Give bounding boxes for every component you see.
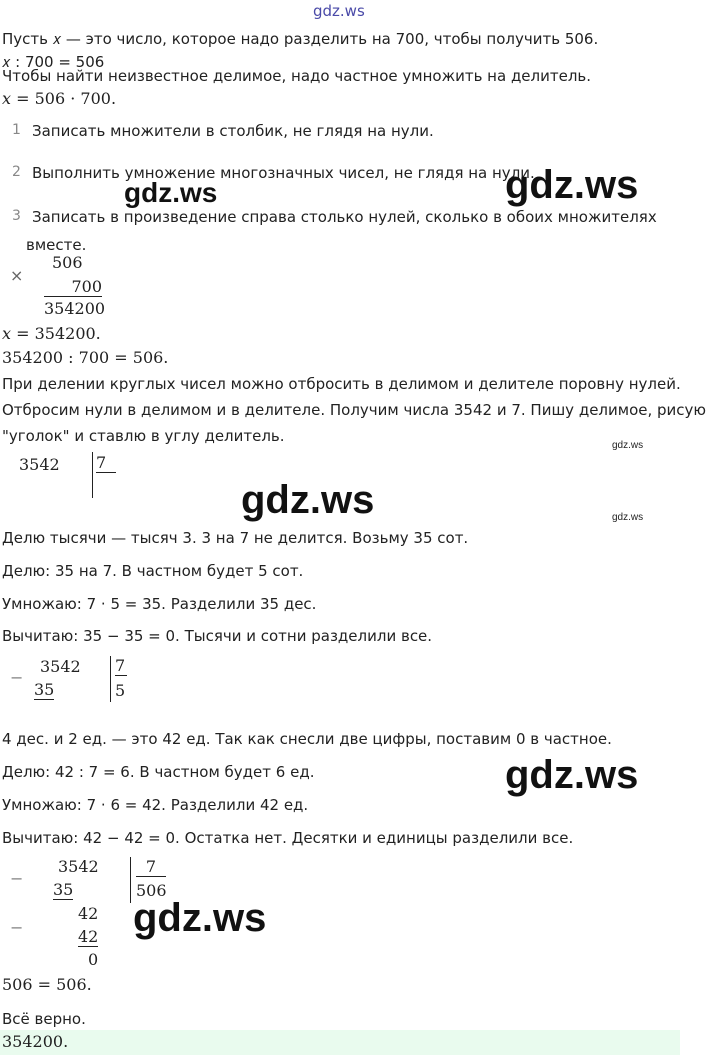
- watermark: gdz.ws: [612, 512, 644, 523]
- dividend: 3542: [40, 657, 81, 676]
- watermark: gdz.ws: [505, 753, 639, 797]
- remainder: 0: [88, 950, 99, 969]
- divisor: 7: [136, 857, 166, 877]
- text-line: Умножаю: 7 · 6 = 42. Разделили 42 ед.: [2, 796, 309, 814]
- division-bar: [130, 857, 131, 903]
- remainder: 42: [78, 904, 99, 923]
- step-number: 3: [12, 208, 21, 224]
- watermark: gdz.ws: [124, 177, 218, 208]
- minus-sign: −: [10, 918, 24, 937]
- text-line: Делю: 42 : 7 = 6. В частном будет 6 ед.: [2, 763, 315, 781]
- division-bar: [92, 452, 93, 498]
- step-text: Записать в произведение справа столько нулей, сколько в обоих множителях: [32, 208, 657, 226]
- product: 354200: [44, 299, 106, 318]
- site-header-link[interactable]: gdz.ws: [313, 2, 365, 20]
- quotient: 5: [115, 681, 126, 700]
- divisor: 7: [115, 656, 126, 675]
- text-line: Чтобы найти неизвестное делимое, надо частное умножить на делитель.: [2, 67, 592, 85]
- subtrahend: 35: [34, 680, 55, 699]
- step-text: Записать множители в столбик, не глядя на нули.: [32, 122, 434, 140]
- minus-sign: −: [10, 668, 24, 687]
- text-line: Умножаю: 7 · 5 = 35. Разделили 35 дес.: [2, 595, 317, 613]
- equation: 506 = 506.: [2, 975, 92, 994]
- divisor: 7: [96, 453, 116, 473]
- text-line: Делю: 35 на 7. В частном будет 5 сот.: [2, 562, 304, 580]
- step-number: 2: [12, 164, 21, 180]
- dividend: 3542: [19, 455, 60, 474]
- watermark: gdz.ws: [133, 896, 267, 940]
- text-line: "уголок" и ставлю в углу делитель.: [2, 427, 285, 445]
- text-line: Отбросим нули в делимом и в делителе. Получим числа 3542 и 7. Пишу делимое, рисую: [2, 401, 706, 419]
- text-line: При делении круглых чисел можно отбросить в делимом и делителе поровну нулей.: [2, 375, 681, 393]
- text-line: Делю тысячи — тысяч 3. 3 на 7 не делится. Возьму 35 сот.: [2, 529, 469, 547]
- subtrahend: 42: [78, 927, 99, 946]
- step-text: Выполнить умножение многозначных чисел, не глядя на нули.: [32, 164, 535, 182]
- answer: 354200.: [2, 1032, 69, 1051]
- watermark: gdz.ws: [241, 478, 375, 522]
- dividend: 3542: [58, 857, 99, 876]
- subtrahend: 35: [53, 880, 74, 899]
- answer-band: [0, 1030, 680, 1055]
- multiplicand: 506: [52, 253, 83, 272]
- multiply-sign: ×: [10, 266, 24, 285]
- equation: 354200 : 700 = 506.: [2, 348, 169, 367]
- text-line: Пусть 𝑥 — это число, которое надо разделить на 700, чтобы получить 506.: [2, 30, 599, 48]
- equation: 𝑥 : 700 = 506: [2, 53, 105, 71]
- step-text: вместе.: [26, 236, 87, 254]
- step-number: 1: [12, 122, 21, 138]
- text-line: Всё верно.: [2, 1010, 86, 1028]
- text-line: Вычитаю: 42 − 42 = 0. Остатка нет. Десятки и единицы разделили все.: [2, 829, 574, 847]
- watermark: gdz.ws: [505, 163, 639, 207]
- text-line: 4 дес. и 2 ед. — это 42 ед. Так как снесли две цифры, поставим 0 в частное.: [2, 730, 612, 748]
- watermark: gdz.ws: [612, 440, 644, 451]
- equation: 𝑥 = 506 · 700.: [2, 89, 117, 108]
- quotient: 506: [136, 881, 167, 900]
- multiplier: 700: [44, 277, 102, 297]
- text-line-clipped: [2, 51, 105, 71]
- minus-sign: −: [10, 869, 24, 888]
- equation: 𝑥 = 354200.: [2, 324, 101, 343]
- text-line: Вычитаю: 35 − 35 = 0. Тысячи и сотни разделили все.: [2, 627, 433, 645]
- division-bar: [110, 656, 111, 702]
